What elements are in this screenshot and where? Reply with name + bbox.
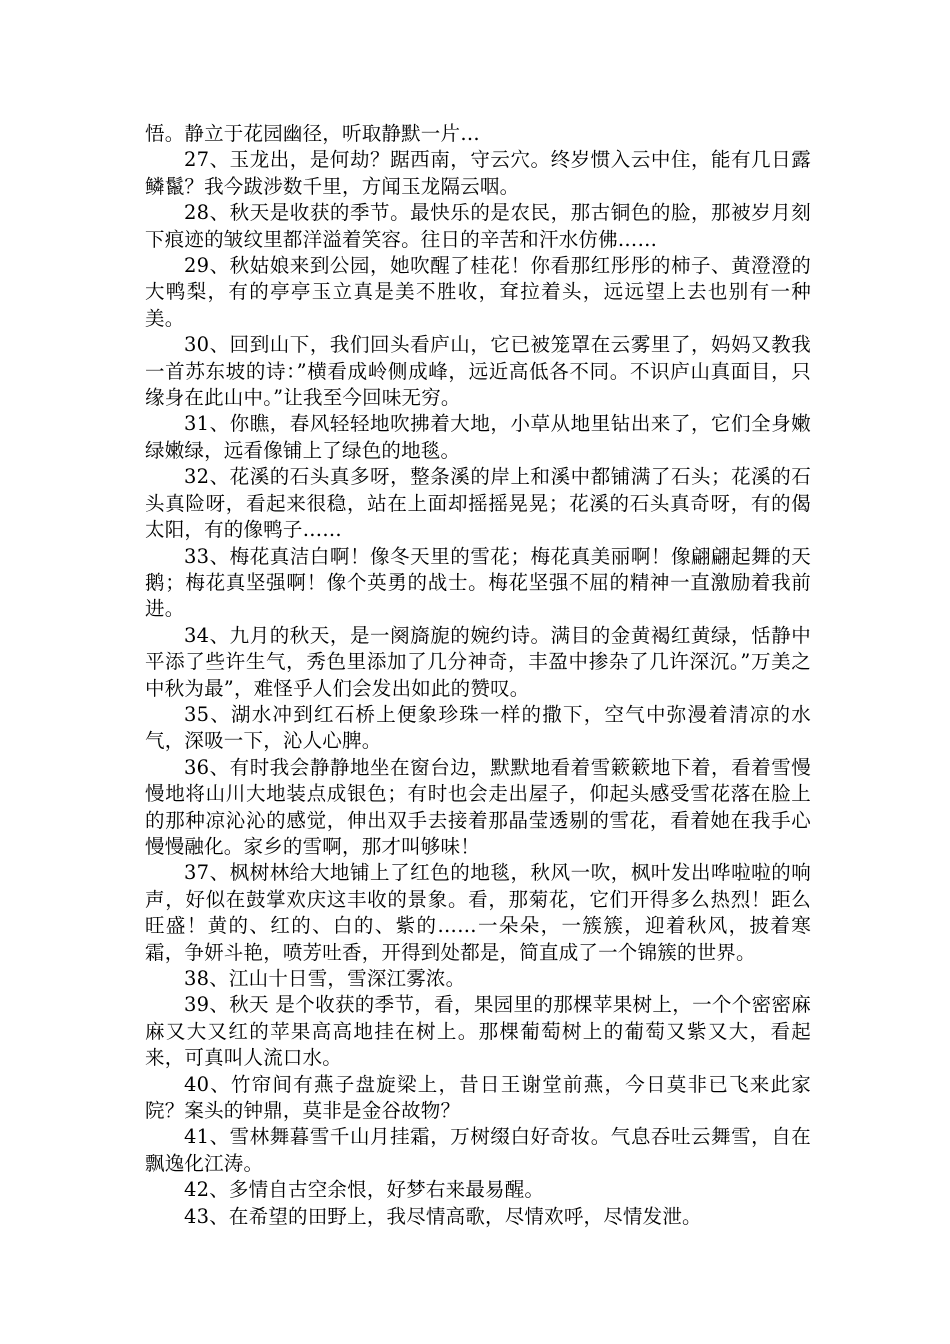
- paragraph-40: 40、竹帘间有燕子盘旋梁上，昔日王谢堂前燕，今日莫非已飞来此家院？案头的钟鼎，莫非是金谷故物？: [145, 1072, 811, 1123]
- paragraph-31: 31、你瞧，春风轻轻地吹拂着大地，小草从地里钻出来了，它们全身嫩绿嫩绿，远看像铺上了绿色的地毯。: [145, 412, 811, 462]
- document-body: [145, 121, 811, 1230]
- paragraph-29: 29、秋姑娘来到公园，她吹醒了桂花！你看那红彤彤的柿子、黄澄澄的大鸭梨，有的亭亭玉立真是美不胜收，耷拉着头，远远望上去也别有一种美。: [145, 254, 811, 330]
- paragraph-35: 35、湖水冲到红石桥上便象珍珠一样的撒下，空气中弥漫着清凉的水气，深吸一下，沁人心脾。: [145, 702, 811, 753]
- paragraph-37: 37、枫树林给大地铺上了红色的地毯，秋风一吹，枫叶发出哗啦啦的响声，好似在鼓掌欢庆这丰收的景象。看，那菊花，它们开得多么热烈！距么旺盛！黄的、红的、白的、紫的……一朵朵，一簇簇，迎着秋风，披着寒霜，争妍斗艳，喷芳吐香，开得到处都是，简直成了一个锦簇的世界。: [145, 861, 811, 964]
- paragraph-42: 42、多情自古空余恨，好梦右来最易醒。: [184, 1178, 545, 1202]
- paragraph-34: 34、九月的秋天，是一阕旖旎的婉约诗。满目的金黄褐红黄绿，恬静中平添了些许生气，秀色里添加了几分神奇，丰盈中掺杂了几许深沉。”万美之中秋为最”，难怪乎人们会发出如此的赞叹。: [145, 623, 811, 700]
- paragraph-30: 30、回到山下，我们回头看庐山，它已被笼罩在云雾里了，妈妈又教我一首苏东坡的诗：”横看成岭侧成峰，远近高低各不同。不识庐山真面目，只缘身在此山中。”让我至今回味无穷。: [145, 333, 811, 410]
- paragraph-38: 38、江山十日雪，雪深江雾浓。: [184, 967, 466, 990]
- paragraph-43: 43、在希望的田野上，我尽情高歌，尽情欢呼，尽情发泄。: [184, 1204, 702, 1228]
- paragraph-32: 32、花溪的石头真多呀，整条溪的岸上和溪中都铺满了石头；花溪的石头真险呀，看起来很稳，站在上面却摇摇晃晃；花溪的石头真奇呀，有的偈太阳，有的像鸭子……: [145, 465, 811, 542]
- paragraph-28: 28、秋天是收获的季节。最快乐的是农民，那古铜色的脸，那被岁月刻下痕迹的皱纹里都洋溢着笑容。往日的辛苦和汗水仿佛……: [145, 201, 811, 251]
- paragraph-27: 27、玉龙出，是何劫？踞西南，守云穴。终岁惯入云中住，能有几日露鳞鬣？我今跋涉数千里，方闻玉龙隔云咽。: [145, 148, 811, 198]
- paragraph-36: 36、有时我会静静地坐在窗台边，默默地看着雪簌簌地下着，看着雪慢慢地将山川大地装点成银色；有时也会走出屋子，仰起头感受雪花落在脸上的那种凉沁沁的感觉，伸出双手去接着那晶莹透剔的雪花，看着她在我手心慢慢融化。家乡的雪啊，那才叫够味！: [145, 755, 811, 858]
- paragraph-continuation: 悟。静立于花园幽径，听取静默一片…: [145, 122, 480, 145]
- paragraph-33: 33、梅花真洁白啊！像冬天里的雪花；梅花真美丽啊！像翩翩起舞的天鹅；梅花真坚强啊！像个英勇的战士。梅花坚强不屈的精神一直激励着我前进。: [145, 544, 811, 621]
- paragraph-41: 41、雪林舞暮雪千山月挂霜，万树缀白好奇妆。气息吞吐云舞雪，自在飘逸化江涛。: [145, 1125, 811, 1175]
- paragraph-39: 39、秋天 是个收获的季节，看，果园里的那棵苹果树上，一个个密密麻麻又大又红的苹果高高地挂在树上。那棵葡萄树上的葡萄又紫又大，看起来，可真叫人流口水。: [145, 993, 811, 1070]
